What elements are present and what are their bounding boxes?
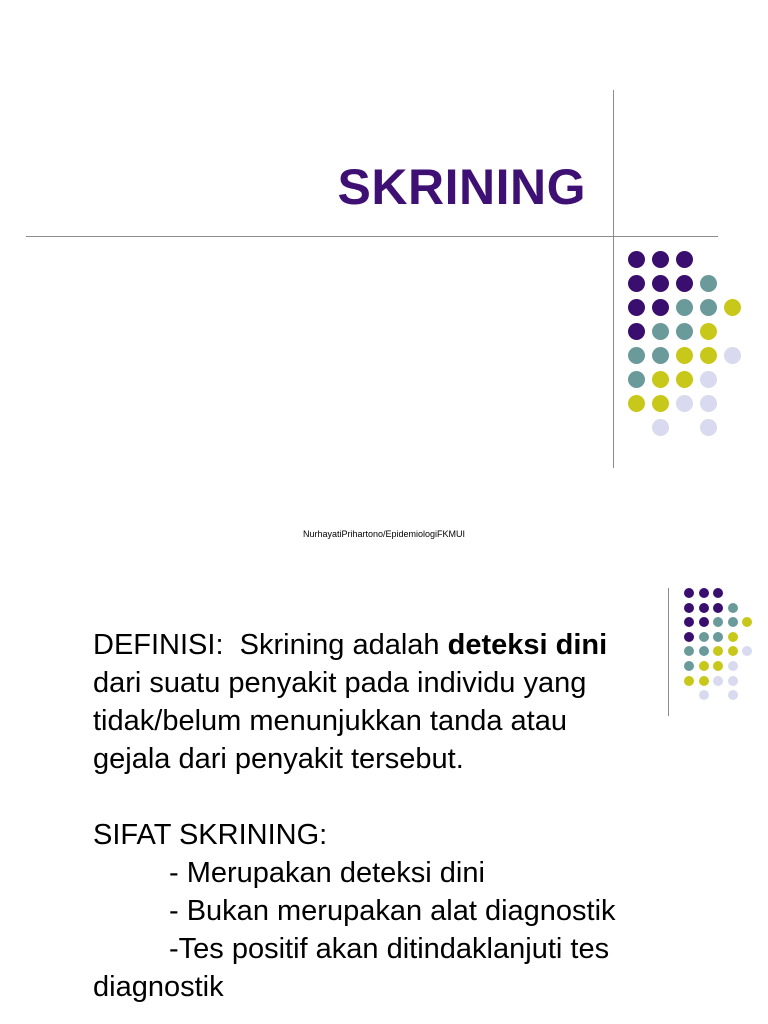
decorative-dot <box>713 617 723 627</box>
decorative-dot <box>699 617 709 627</box>
decorative-dot <box>676 323 693 340</box>
decorative-dot <box>676 275 693 292</box>
decorative-dot <box>684 661 694 671</box>
decorative-dot <box>700 371 717 388</box>
decorative-dot <box>652 251 669 268</box>
decorative-dot <box>628 395 645 412</box>
sifat-item-3: -Tes positif akan ditindaklanjuti tes <box>169 933 610 965</box>
decorative-dot <box>676 395 693 412</box>
decorative-dot <box>628 251 645 268</box>
decorative-dot <box>699 661 709 671</box>
decorative-dot <box>713 676 723 686</box>
decorative-dot <box>713 588 723 598</box>
sifat-item-1: - Merupakan deteksi dini <box>169 857 485 889</box>
decorative-dot <box>699 690 709 700</box>
decorative-dot <box>713 603 723 613</box>
decorative-dot <box>700 275 717 292</box>
decorative-dot <box>628 347 645 364</box>
decorative-dot <box>699 646 709 656</box>
decorative-dot <box>724 299 741 316</box>
definition-line-4: gejala dari penyakit tersebut. <box>93 743 464 775</box>
horizontal-divider <box>26 236 718 237</box>
decorative-dot <box>713 646 723 656</box>
decorative-dot <box>676 371 693 388</box>
definition-slide <box>0 576 768 1024</box>
decorative-dot <box>728 617 738 627</box>
decorative-dot <box>728 646 738 656</box>
decorative-dot <box>684 646 694 656</box>
decorative-dot <box>742 617 752 627</box>
decorative-dot <box>699 588 709 598</box>
slide-title: SKRINING <box>337 159 586 215</box>
decorative-dot <box>728 603 738 613</box>
decorative-dot <box>699 676 709 686</box>
definition-line-2: dari suatu penyakit pada individu yang <box>93 667 587 699</box>
decorative-dot <box>728 661 738 671</box>
decorative-dot <box>728 676 738 686</box>
decorative-dot <box>628 323 645 340</box>
slide-body <box>93 626 673 1006</box>
definition-line-1 <box>93 626 673 664</box>
sifat-item-2: - Bukan merupakan alat diagnostik <box>169 895 616 927</box>
decorative-dot <box>652 419 669 436</box>
decorative-dot <box>628 299 645 316</box>
decorative-dot <box>713 661 723 671</box>
decorative-dot <box>652 395 669 412</box>
decorative-dot <box>676 347 693 364</box>
slide-footer: NurhayatiPrihartono/EpidemiologiFKMUI <box>302 529 466 539</box>
decorative-dot <box>728 690 738 700</box>
decorative-dot <box>700 419 717 436</box>
vertical-divider <box>613 90 614 468</box>
decorative-dot <box>652 323 669 340</box>
decorative-dot <box>652 347 669 364</box>
decorative-dot <box>684 617 694 627</box>
definition-line-3: tidak/belum menunjukkan tanda atau <box>93 705 567 737</box>
decorative-dot <box>728 632 738 642</box>
decorative-dot <box>676 251 693 268</box>
decorative-dot <box>684 588 694 598</box>
definition-bold-term: deteksi dini <box>447 629 608 661</box>
decorative-dot <box>628 275 645 292</box>
decorative-dot <box>742 646 752 656</box>
decorative-dot <box>652 299 669 316</box>
decorative-dot <box>699 632 709 642</box>
decorative-dot <box>700 395 717 412</box>
decorative-dot <box>700 299 717 316</box>
sifat-heading: SIFAT SKRINING: <box>93 819 328 851</box>
decorative-dot <box>628 371 645 388</box>
sifat-item-3-continued: diagnostik <box>93 971 224 1003</box>
decorative-dot <box>700 347 717 364</box>
decorative-dot <box>700 323 717 340</box>
decorative-dot <box>684 632 694 642</box>
decorative-dot <box>724 347 741 364</box>
definition-prefix: DEFINISI: Skrining adalah <box>93 629 448 661</box>
decorative-dot <box>684 676 694 686</box>
decorative-dot <box>652 371 669 388</box>
decorative-dot <box>652 275 669 292</box>
decorative-dot <box>699 603 709 613</box>
decorative-dot <box>684 603 694 613</box>
decorative-dot <box>676 299 693 316</box>
decorative-dot <box>713 632 723 642</box>
